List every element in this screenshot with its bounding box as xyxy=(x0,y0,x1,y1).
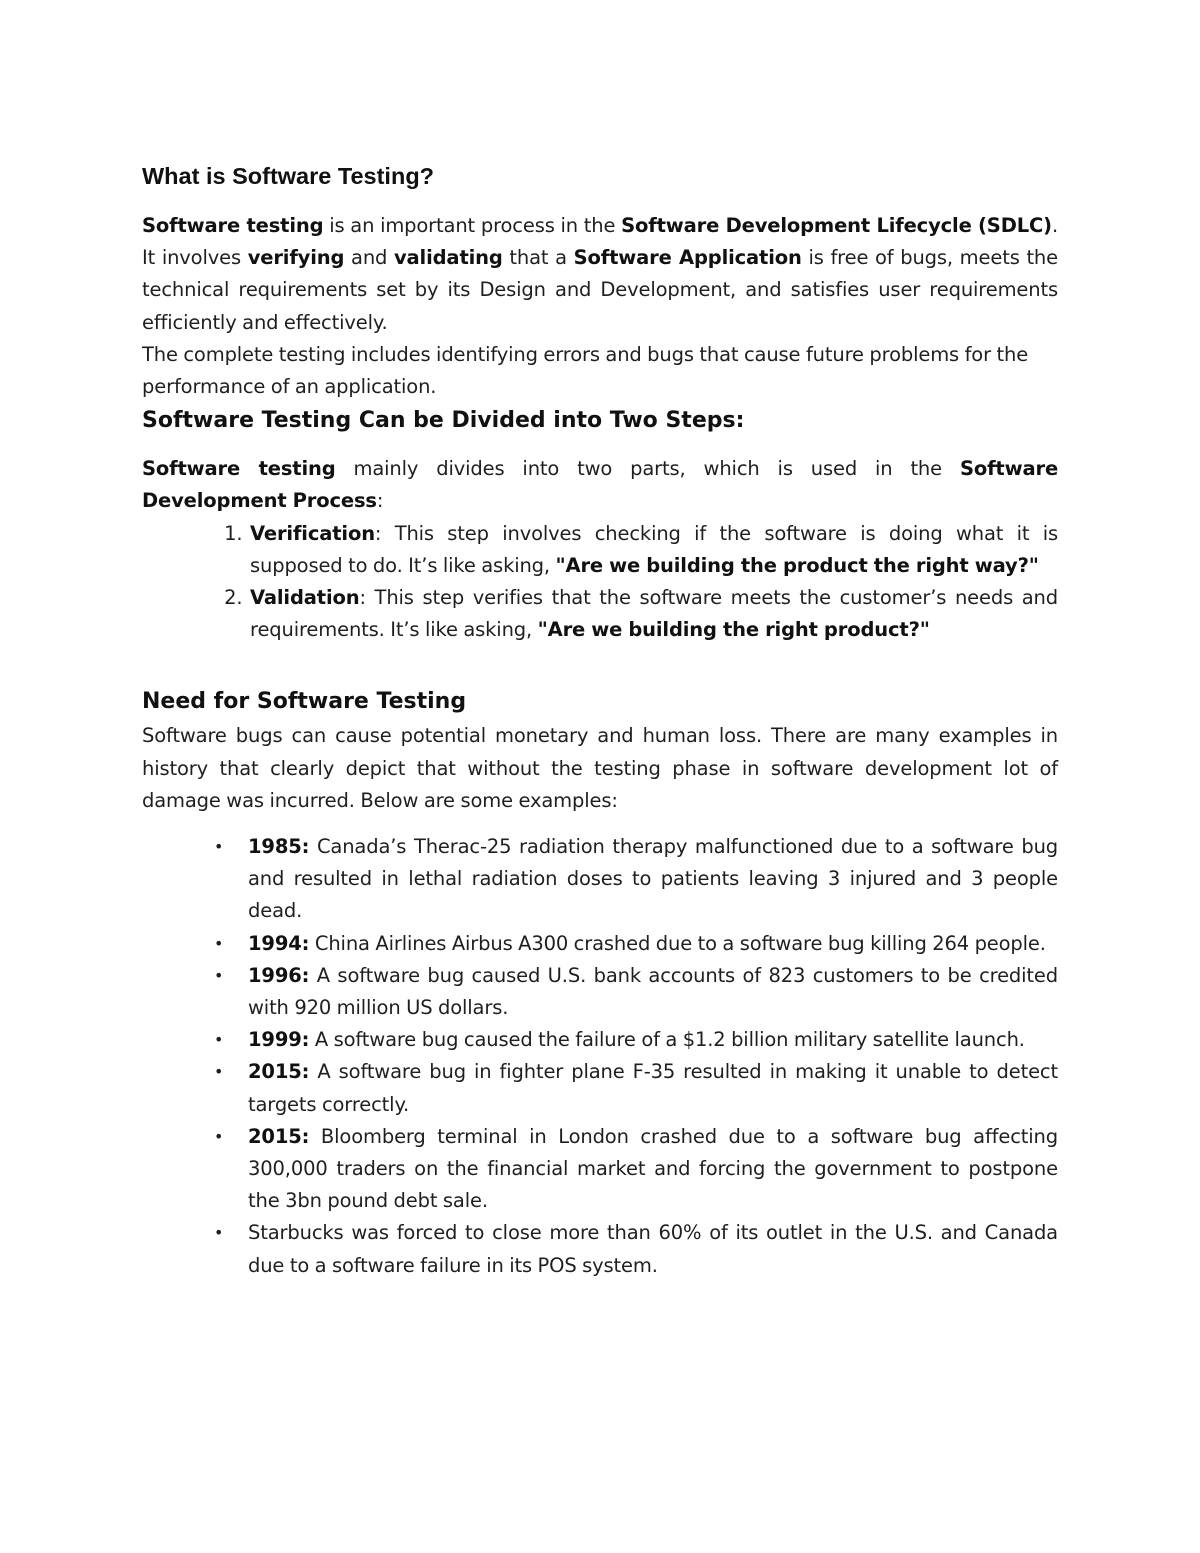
bullet-icon: • xyxy=(214,1030,224,1050)
document-page xyxy=(142,160,1058,1282)
heading-two-steps: Software Testing Can be Divided into Two Steps: xyxy=(142,408,745,434)
term-sdlc: Software Development Lifecycle (SDLC) xyxy=(621,214,1052,237)
list-item-verification: 1. Verification: This step involves checking if the software is doing what it is supposed to do. It’s like asking, "Are we building the product the right way?" xyxy=(248,518,1058,582)
list-item-validation: 2. Validation: This step verifies that the software meets the customer’s needs and requirements. It’s like asking, "Are we building the right product?" xyxy=(248,582,1058,646)
heading-need-for-testing: Need for Software Testing xyxy=(142,689,467,715)
list-item: • 1999: A software bug caused the failure of a $1.2 billion military satellite launch. xyxy=(248,1024,1058,1056)
list-item: • 1994: China Airlines Airbus A300 crashed due to a software bug killing 264 people. xyxy=(248,928,1058,960)
bullet-icon: • xyxy=(214,1223,224,1243)
term-verifying: verifying xyxy=(247,246,345,270)
term-software-application: Software Application xyxy=(573,246,802,270)
list-item: • 2015: A software bug in fighter plane F-35 resulted in making it unable to detect targets correctly. xyxy=(248,1056,1058,1120)
list-item: • 1996: A software bug caused U.S. bank accounts of 823 customers to be credited with 920 million US dollars. xyxy=(248,960,1058,1024)
paragraph-definition: Software testing is an important process in the Software Development Lifecycle (SDLC). It involves verifying and validating that a Software Application is free of bugs, meets the technical requirements set by its Design and Development, and satisfies user requirements efficiently and effectively. xyxy=(142,214,1058,334)
list-item: • 1985: Canada’s Therac-25 radiation therapy malfunctioned due to a software bug and resulted in lethal radiation doses to patients leaving 3 injured and 3 people dead. xyxy=(248,831,1058,928)
examples-list xyxy=(142,831,1058,1282)
paragraph-bugs-loss: Software bugs can cause potential monetary and human loss. There are many examples in history that clearly depict that without the testing phase in software development lot of damage was incurred. Below are some examples: xyxy=(142,724,1058,812)
bullet-icon: • xyxy=(214,1062,224,1082)
steps-list xyxy=(142,518,1058,647)
bullet-icon: • xyxy=(214,933,224,953)
paragraph-complete-testing: The complete testing includes identifying errors and bugs that cause future problems for the performance of an application. xyxy=(142,342,1029,399)
term-software-testing: Software testing xyxy=(142,214,324,237)
list-item: • Starbucks was forced to close more than 60% of its outlet in the U.S. and Canada due to a software failure in its POS system. xyxy=(248,1217,1058,1281)
heading-what-is-software-testing: What is Software Testing? xyxy=(142,163,435,189)
bullet-icon: • xyxy=(214,837,224,857)
paragraph-two-parts: Software testing mainly divides into two parts, which is used in the Software Development Process: xyxy=(142,457,1059,513)
bullet-icon: • xyxy=(214,1126,224,1146)
bullet-icon: • xyxy=(214,965,224,985)
list-item: • 2015: Bloomberg terminal in London crashed due to a software bug affecting 300,000 traders on the financial market and forcing the government to postpone the 3bn pound debt sale. xyxy=(248,1121,1058,1218)
term-validating: validating xyxy=(393,246,503,270)
